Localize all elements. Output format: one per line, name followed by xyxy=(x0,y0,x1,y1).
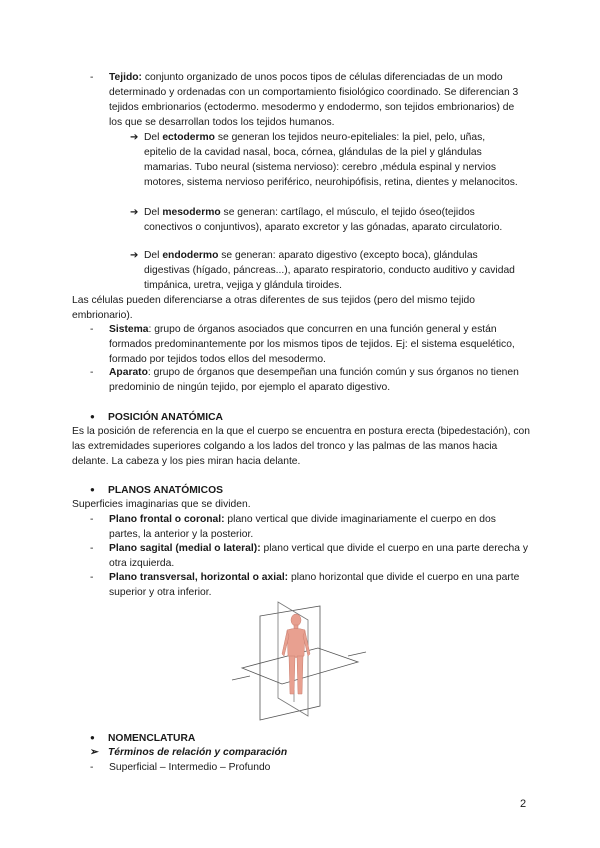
planos-heading-text: PLANOS ANATÓMICOS xyxy=(108,485,223,496)
plano-frontal-text: plano vertical que divide imaginariamente el cuerpo en dos partes, la anterior y la posterior. xyxy=(109,514,496,540)
posicion-heading xyxy=(90,409,223,425)
posicion-heading-text: POSICIÓN ANATÓMICA xyxy=(108,412,223,423)
planos-intro: Superficies imaginarias que se dividen. xyxy=(72,499,251,510)
tejido-term: Tejido: xyxy=(109,72,142,83)
plano-sagital-text: plano vertical que divide el cuerpo en una parte derecha y otra izquierda. xyxy=(109,543,528,569)
sistema-text: : grupo de órganos asociados que concurren en una función general y están formados predominantemente por los mismos tipos de tejidos. Ej: el sistema esquelético, formado por tejidos todos ellos del mesodermo. xyxy=(109,324,515,365)
sistema-item xyxy=(90,322,530,367)
endodermo-pre: Del xyxy=(144,250,163,261)
plano-frontal-item xyxy=(90,512,530,542)
plano-frontal-term: Plano frontal o coronal: xyxy=(109,514,225,525)
nomenclatura-subheading xyxy=(90,745,287,760)
dash-marker: - xyxy=(90,367,94,378)
nomenclatura-subheading-text: Términos de relación y comparación xyxy=(108,747,288,758)
dash-marker: - xyxy=(90,324,94,335)
plano-transversal-term: Plano transversal, horizontal o axial: xyxy=(109,572,289,583)
bullet-icon: ● xyxy=(90,733,95,742)
nomenclatura-heading xyxy=(90,730,195,746)
nomenclatura-item-text: Superficial – Intermedio – Profundo xyxy=(109,762,271,773)
endodermo-term: endodermo xyxy=(162,250,219,261)
ectodermo-item xyxy=(130,130,520,190)
tejido-text: conjunto organizado de unos pocos tipos de células diferenciadas de un modo determinado y ordenadas con un comportamiento fisiológico coordinado. Se diferencian 3 tejidos embrionarios (ectodermo. mesodermo y endodermo, son tejidos embrionarios) de los que se desarrollan todos los tejidos humanos. xyxy=(109,72,519,128)
arrow-icon: ➔ xyxy=(130,250,139,261)
nomenclatura-item xyxy=(90,760,530,775)
aparato-text: : grupo de órganos que desempeñan una función común y sus órganos no tienen predominio de ningún tejido, por ejemplo el aparato digestivo. xyxy=(109,367,519,393)
page-number: 2 xyxy=(520,798,527,810)
ectodermo-pre: Del xyxy=(144,132,163,143)
dash-marker: - xyxy=(90,514,94,525)
posicion-text: Es la posición de referencia en la que el cuerpo se encuentra en postura erecta (bipedestación), con las extremidades superiores colgando a los lados del tronco y las palmas de las manos hacia delante. La cabeza y los pies miran hacia delante. xyxy=(72,426,530,467)
aparato-term: Aparato xyxy=(109,367,148,378)
planos-heading xyxy=(90,482,223,498)
dash-marker: - xyxy=(90,762,94,773)
axis-arrow-right xyxy=(348,652,366,656)
mesodermo-term: mesodermo xyxy=(162,207,221,218)
arrow-icon: ➔ xyxy=(130,207,139,218)
mesodermo-pre: Del xyxy=(144,207,163,218)
plano-sagital-term: Plano sagital (medial o lateral): xyxy=(109,543,261,554)
aparato-item xyxy=(90,365,530,395)
mesodermo-item xyxy=(130,205,520,235)
ectodermo-term: ectodermo xyxy=(162,132,215,143)
endodermo-text: se generan: aparato digestivo (excepto boca), glándulas digestivas (hígado, páncreas...), aparato respiratorio, conducto auditivo y cavidad timpánica, uretra, vejiga y glándula tiroides. xyxy=(144,250,515,291)
arrow-icon: ➔ xyxy=(130,132,139,143)
cells-paragraph: Las células pueden diferenciarse a otras diferentes de sus tejidos (pero del mismo tejido embrionario). xyxy=(72,295,475,321)
plano-sagital-item xyxy=(90,541,530,571)
bullet-icon: ● xyxy=(90,412,95,421)
arrowhead-icon: ➢ xyxy=(90,747,99,758)
endodermo-item xyxy=(130,248,520,293)
anatomical-planes-figure xyxy=(230,598,370,724)
nomenclatura-heading-text: NOMENCLATURA xyxy=(108,733,196,744)
ectodermo-text: se generan los tejidos neuro-epiteliales: la piel, pelo, uñas, epitelio de la cavidad nasal, boca, córnea, glándulas de la piel y glándulas mamarias. Tubo neural (sistema nervioso): cerebro ,médula espinal y nervios motores, sistema nervioso periférico, neurohipófisis, retina, dientes y melanocitos. xyxy=(144,132,518,188)
dash-marker: - xyxy=(90,72,94,83)
tejido-item xyxy=(90,70,530,130)
axis-arrow-left xyxy=(232,676,250,680)
plano-transversal-item xyxy=(90,570,530,600)
bullet-icon: ● xyxy=(90,485,95,494)
sistema-term: Sistema xyxy=(109,324,149,335)
dash-marker: - xyxy=(90,572,94,583)
human-body-figure xyxy=(282,614,310,694)
plano-transversal-text: plano horizontal que divide el cuerpo en una parte superior y otra inferior. xyxy=(109,572,520,598)
dash-marker: - xyxy=(90,543,94,554)
mesodermo-text: se generan: cartílago, el músculo, el tejido óseo(tejidos conectivos o conjuntivos), aparato excretor y las gónadas, aparato circulatorio. xyxy=(144,207,503,233)
